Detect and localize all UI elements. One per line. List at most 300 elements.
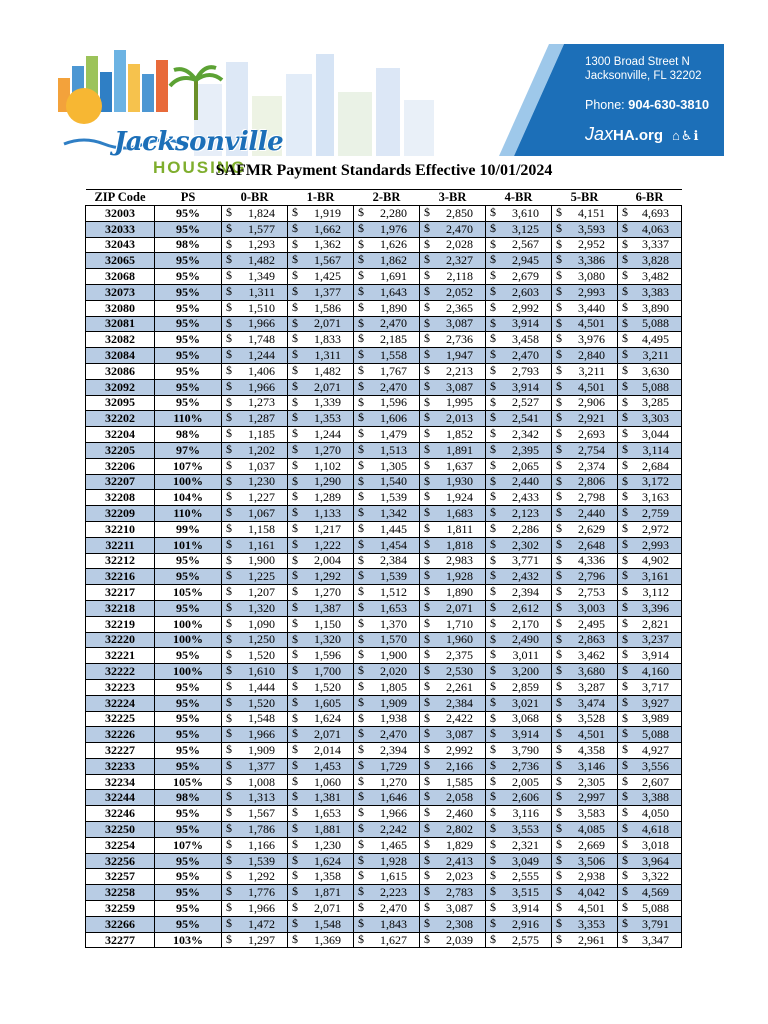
amount-value: 2,736 (512, 758, 539, 773)
amount-cell (618, 822, 682, 838)
amount-value: 1,454 (380, 537, 407, 552)
amount-cell (420, 269, 486, 285)
zip-code-cell: 32082 (86, 332, 155, 348)
amount-cell (354, 616, 420, 632)
amount-value: 1,133 (314, 506, 341, 521)
currency-symbol: $ (424, 268, 430, 283)
amount-cell (354, 411, 420, 427)
amount-cell (288, 632, 354, 648)
payment-standard-percent-cell: 110% (155, 411, 222, 427)
amount-value: 1,729 (380, 758, 407, 773)
zip-code-cell: 32208 (86, 490, 155, 506)
amount-cell (618, 395, 682, 411)
amount-value: 1,947 (446, 348, 473, 363)
payment-standard-percent-cell: 95% (155, 711, 222, 727)
currency-symbol: $ (622, 726, 628, 741)
amount-value: 3,506 (578, 853, 605, 868)
currency-symbol: $ (490, 236, 496, 251)
amount-value: 3,964 (642, 853, 669, 868)
amount-value: 3,791 (642, 916, 669, 931)
amount-value: 2,375 (446, 648, 473, 663)
amount-cell (420, 932, 486, 948)
amount-cell (222, 774, 288, 790)
amount-value: 1,482 (248, 253, 275, 268)
website-link[interactable] (585, 124, 745, 145)
amount-cell (486, 869, 552, 885)
amount-value: 1,289 (314, 490, 341, 505)
amount-value: 2,342 (512, 427, 539, 442)
amount-value: 2,796 (578, 569, 605, 584)
payment-standard-percent-cell: 101% (155, 537, 222, 553)
amount-value: 2,753 (578, 585, 605, 600)
column-header: 5-BR (552, 190, 618, 206)
currency-symbol: $ (292, 362, 298, 377)
amount-cell (420, 837, 486, 853)
currency-symbol: $ (490, 631, 496, 646)
currency-symbol: $ (622, 220, 628, 235)
amount-cell (618, 490, 682, 506)
amount-value: 1,202 (248, 442, 275, 457)
amount-cell (288, 695, 354, 711)
amount-cell (552, 363, 618, 379)
currency-symbol: $ (292, 757, 298, 772)
amount-cell (552, 632, 618, 648)
currency-symbol: $ (226, 694, 232, 709)
amount-value: 1,444 (248, 679, 275, 694)
payment-standard-percent-cell: 95% (155, 648, 222, 664)
amount-value: 1,362 (314, 237, 341, 252)
amount-value: 2,850 (446, 205, 473, 220)
amount-cell (618, 837, 682, 853)
amount-value: 1,513 (380, 442, 407, 457)
currency-symbol: $ (424, 441, 430, 456)
currency-symbol: $ (622, 884, 628, 899)
table-row (86, 300, 682, 316)
zip-code-cell: 32218 (86, 600, 155, 616)
amount-cell (288, 458, 354, 474)
amount-value: 4,693 (642, 205, 669, 220)
currency-symbol: $ (556, 742, 562, 757)
amount-value: 3,347 (642, 932, 669, 947)
amount-cell (420, 237, 486, 253)
amount-cell (354, 521, 420, 537)
amount-value: 1,227 (248, 490, 275, 505)
amount-cell (222, 332, 288, 348)
amount-value: 1,653 (314, 806, 341, 821)
currency-symbol: $ (622, 647, 628, 662)
amount-cell (222, 932, 288, 948)
amount-value: 1,805 (380, 679, 407, 694)
amount-value: 1,930 (446, 474, 473, 489)
amount-cell (354, 869, 420, 885)
amount-value: 2,607 (642, 774, 669, 789)
currency-symbol: $ (226, 268, 232, 283)
currency-symbol: $ (424, 599, 430, 614)
amount-cell (222, 253, 288, 269)
amount-cell (288, 616, 354, 632)
currency-symbol: $ (226, 915, 232, 930)
accessibility-icons: ⌂♿ℹ (672, 128, 700, 143)
amount-value: 1,225 (248, 569, 275, 584)
zip-code-cell: 32234 (86, 774, 155, 790)
amount-cell (288, 253, 354, 269)
currency-symbol: $ (358, 852, 364, 867)
amount-cell (354, 695, 420, 711)
amount-value: 3,556 (642, 758, 669, 773)
amount-value: 3,353 (578, 916, 605, 931)
currency-symbol: $ (490, 836, 496, 851)
amount-cell (618, 221, 682, 237)
amount-cell (618, 521, 682, 537)
amount-cell (288, 822, 354, 838)
currency-symbol: $ (490, 599, 496, 614)
address-line-1: 1300 Broad Street N (585, 56, 690, 68)
amount-cell (222, 284, 288, 300)
amount-cell (288, 490, 354, 506)
amount-cell (222, 269, 288, 285)
amount-cell (222, 822, 288, 838)
amount-cell (222, 743, 288, 759)
amount-cell (618, 664, 682, 680)
table-row (86, 790, 682, 806)
amount-cell (552, 806, 618, 822)
amount-cell (420, 363, 486, 379)
amount-value: 1,966 (248, 379, 275, 394)
amount-value: 2,213 (446, 363, 473, 378)
amount-value: 2,736 (446, 332, 473, 347)
amount-value: 1,425 (314, 269, 341, 284)
amount-value: 3,383 (642, 284, 669, 299)
amount-value: 4,042 (578, 885, 605, 900)
currency-symbol: $ (358, 900, 364, 915)
amount-cell (618, 806, 682, 822)
currency-symbol: $ (556, 394, 562, 409)
amount-cell (420, 758, 486, 774)
amount-cell (354, 206, 420, 222)
currency-symbol: $ (622, 599, 628, 614)
amount-cell (486, 253, 552, 269)
amount-cell (354, 442, 420, 458)
currency-symbol: $ (358, 299, 364, 314)
amount-value: 3,989 (642, 711, 669, 726)
amount-value: 1,928 (380, 853, 407, 868)
amount-value: 2,952 (578, 237, 605, 252)
amount-value: 3,976 (578, 332, 605, 347)
amount-cell (420, 790, 486, 806)
amount-cell (552, 648, 618, 664)
currency-symbol: $ (358, 773, 364, 788)
currency-symbol: $ (556, 473, 562, 488)
table-row (86, 869, 682, 885)
amount-value: 2,305 (578, 774, 605, 789)
payment-standard-percent-cell: 107% (155, 837, 222, 853)
table-row (86, 932, 682, 948)
amount-cell (552, 506, 618, 522)
amount-value: 3,630 (642, 363, 669, 378)
amount-cell (288, 837, 354, 853)
amount-cell (222, 600, 288, 616)
amount-value: 2,058 (446, 790, 473, 805)
zip-code-cell: 32033 (86, 221, 155, 237)
amount-cell (486, 585, 552, 601)
amount-value: 2,567 (512, 237, 539, 252)
amount-cell (420, 521, 486, 537)
amount-value: 1,067 (248, 506, 275, 521)
payment-standard-percent-cell: 95% (155, 553, 222, 569)
amount-value: 2,961 (578, 932, 605, 947)
amount-value: 1,767 (380, 363, 407, 378)
zip-code-cell: 32256 (86, 853, 155, 869)
amount-cell (618, 442, 682, 458)
currency-symbol: $ (556, 489, 562, 504)
amount-cell (222, 521, 288, 537)
table-row (86, 853, 682, 869)
currency-symbol: $ (292, 789, 298, 804)
amount-cell (552, 664, 618, 680)
amount-value: 1,161 (248, 537, 275, 552)
currency-symbol: $ (226, 726, 232, 741)
amount-value: 2,261 (446, 679, 473, 694)
amount-cell (486, 553, 552, 569)
table-row (86, 427, 682, 443)
amount-cell (222, 411, 288, 427)
currency-symbol: $ (490, 205, 496, 219)
amount-cell (618, 885, 682, 901)
currency-symbol: $ (490, 362, 496, 377)
currency-symbol: $ (358, 599, 364, 614)
amount-cell (288, 853, 354, 869)
currency-symbol: $ (622, 236, 628, 251)
payment-standard-percent-cell: 97% (155, 442, 222, 458)
amount-value: 1,995 (446, 395, 473, 410)
phone-line (585, 97, 745, 112)
amount-cell (288, 727, 354, 743)
amount-cell (354, 506, 420, 522)
currency-symbol: $ (556, 410, 562, 425)
table-row (86, 901, 682, 917)
payment-standard-percent-cell: 95% (155, 316, 222, 332)
amount-cell (552, 348, 618, 364)
currency-symbol: $ (490, 331, 496, 346)
amount-value: 2,433 (512, 490, 539, 505)
payment-standard-percent-cell: 98% (155, 790, 222, 806)
amount-cell (618, 253, 682, 269)
amount-value: 4,085 (578, 821, 605, 836)
amount-cell (618, 869, 682, 885)
amount-cell (354, 743, 420, 759)
amount-cell (486, 332, 552, 348)
zip-code-cell: 32233 (86, 758, 155, 774)
amount-cell (354, 427, 420, 443)
zip-code-cell: 32210 (86, 521, 155, 537)
currency-symbol: $ (226, 552, 232, 567)
column-header: 4-BR (486, 190, 552, 206)
amount-value: 2,938 (578, 869, 605, 884)
amount-cell (222, 442, 288, 458)
amount-value: 4,063 (642, 221, 669, 236)
payment-standard-percent-cell: 95% (155, 600, 222, 616)
zip-code-cell: 32204 (86, 427, 155, 443)
amount-value: 3,771 (512, 553, 539, 568)
table-row (86, 284, 682, 300)
currency-symbol: $ (622, 678, 628, 693)
currency-symbol: $ (490, 520, 496, 535)
currency-symbol: $ (556, 268, 562, 283)
amount-value: 1,270 (380, 774, 407, 789)
amount-cell (420, 569, 486, 585)
currency-symbol: $ (556, 283, 562, 298)
amount-cell (354, 600, 420, 616)
amount-cell (420, 427, 486, 443)
amount-cell (354, 553, 420, 569)
currency-symbol: $ (424, 805, 430, 820)
currency-symbol: $ (424, 505, 430, 520)
currency-symbol: $ (424, 631, 430, 646)
currency-symbol: $ (490, 868, 496, 883)
amount-cell (420, 695, 486, 711)
currency-symbol: $ (358, 931, 364, 946)
amount-cell (486, 411, 552, 427)
amount-value: 1,250 (248, 632, 275, 647)
currency-symbol: $ (358, 378, 364, 393)
amount-value: 4,902 (642, 553, 669, 568)
amount-cell (222, 916, 288, 932)
payment-standard-percent-cell: 95% (155, 395, 222, 411)
zip-code-cell: 32220 (86, 632, 155, 648)
amount-value: 2,470 (380, 727, 407, 742)
currency-symbol: $ (226, 931, 232, 946)
currency-symbol: $ (490, 678, 496, 693)
currency-symbol: $ (424, 410, 430, 425)
currency-symbol: $ (226, 299, 232, 314)
amount-cell (618, 932, 682, 948)
amount-cell (618, 916, 682, 932)
currency-symbol: $ (424, 821, 430, 836)
currency-symbol: $ (292, 694, 298, 709)
currency-symbol: $ (490, 552, 496, 567)
currency-symbol: $ (358, 742, 364, 757)
currency-symbol: $ (556, 599, 562, 614)
amount-value: 1,353 (314, 411, 341, 426)
payment-standard-percent-cell: 110% (155, 506, 222, 522)
amount-value: 3,087 (446, 727, 473, 742)
amount-cell (222, 648, 288, 664)
amount-value: 1,605 (314, 695, 341, 710)
amount-value: 3,790 (512, 742, 539, 757)
currency-symbol: $ (424, 426, 430, 441)
amount-cell (354, 300, 420, 316)
zip-code-cell: 32212 (86, 553, 155, 569)
amount-cell (354, 253, 420, 269)
amount-value: 3,914 (512, 727, 539, 742)
amount-value: 1,606 (380, 411, 407, 426)
amount-value: 2,170 (512, 616, 539, 631)
amount-value: 4,160 (642, 664, 669, 678)
currency-symbol: $ (622, 520, 628, 535)
amount-cell (486, 790, 552, 806)
currency-symbol: $ (490, 742, 496, 757)
amount-cell (486, 379, 552, 395)
amount-value: 1,320 (248, 600, 275, 615)
amount-value: 1,567 (314, 253, 341, 268)
table-row (86, 743, 682, 759)
amount-value: 1,270 (314, 585, 341, 600)
amount-value: 1,217 (314, 521, 341, 536)
amount-value: 1,339 (314, 395, 341, 410)
amount-cell (354, 727, 420, 743)
amount-cell (618, 553, 682, 569)
amount-cell (288, 932, 354, 948)
currency-symbol: $ (226, 505, 232, 520)
amount-cell (618, 758, 682, 774)
amount-cell (552, 774, 618, 790)
amount-value: 3,914 (642, 648, 669, 663)
amount-value: 2,555 (512, 869, 539, 884)
amount-value: 4,495 (642, 332, 669, 347)
currency-symbol: $ (556, 584, 562, 599)
table-row (86, 916, 682, 932)
amount-cell (288, 600, 354, 616)
currency-symbol: $ (556, 789, 562, 804)
amount-value: 2,432 (512, 569, 539, 584)
amount-value: 5,088 (642, 316, 669, 331)
amount-cell (354, 806, 420, 822)
table-row (86, 506, 682, 522)
payment-standard-percent-cell: 95% (155, 379, 222, 395)
amount-value: 1,207 (248, 585, 275, 600)
payment-standard-percent-cell: 95% (155, 806, 222, 822)
currency-symbol: $ (622, 394, 628, 409)
amount-cell (222, 837, 288, 853)
currency-symbol: $ (358, 694, 364, 709)
amount-cell (618, 284, 682, 300)
table-row (86, 206, 682, 222)
currency-symbol: $ (424, 789, 430, 804)
amount-cell (552, 932, 618, 948)
amount-value: 1,871 (314, 885, 341, 900)
amount-value: 1,445 (380, 521, 407, 536)
table-row (86, 521, 682, 537)
amount-value: 3,914 (512, 316, 539, 331)
currency-symbol: $ (226, 742, 232, 757)
currency-symbol: $ (622, 836, 628, 851)
amount-cell (486, 569, 552, 585)
amount-cell (354, 758, 420, 774)
amount-cell (354, 932, 420, 948)
currency-symbol: $ (226, 441, 232, 456)
amount-value: 1,881 (314, 821, 341, 836)
amount-value: 1,320 (314, 632, 341, 647)
amount-cell (420, 743, 486, 759)
currency-symbol: $ (226, 236, 232, 251)
amount-value: 3,914 (512, 379, 539, 394)
amount-cell (222, 221, 288, 237)
currency-symbol: $ (358, 868, 364, 883)
currency-symbol: $ (292, 915, 298, 930)
currency-symbol: $ (292, 299, 298, 314)
amount-value: 1,358 (314, 869, 341, 884)
amount-cell (486, 758, 552, 774)
currency-symbol: $ (292, 710, 298, 725)
currency-symbol: $ (622, 773, 628, 788)
amount-value: 3,583 (578, 806, 605, 821)
amount-value: 5,088 (642, 900, 669, 915)
amount-value: 2,972 (642, 521, 669, 536)
amount-value: 4,569 (642, 885, 669, 900)
amount-value: 2,460 (446, 806, 473, 821)
amount-value: 4,358 (578, 742, 605, 757)
amount-value: 2,575 (512, 932, 539, 947)
